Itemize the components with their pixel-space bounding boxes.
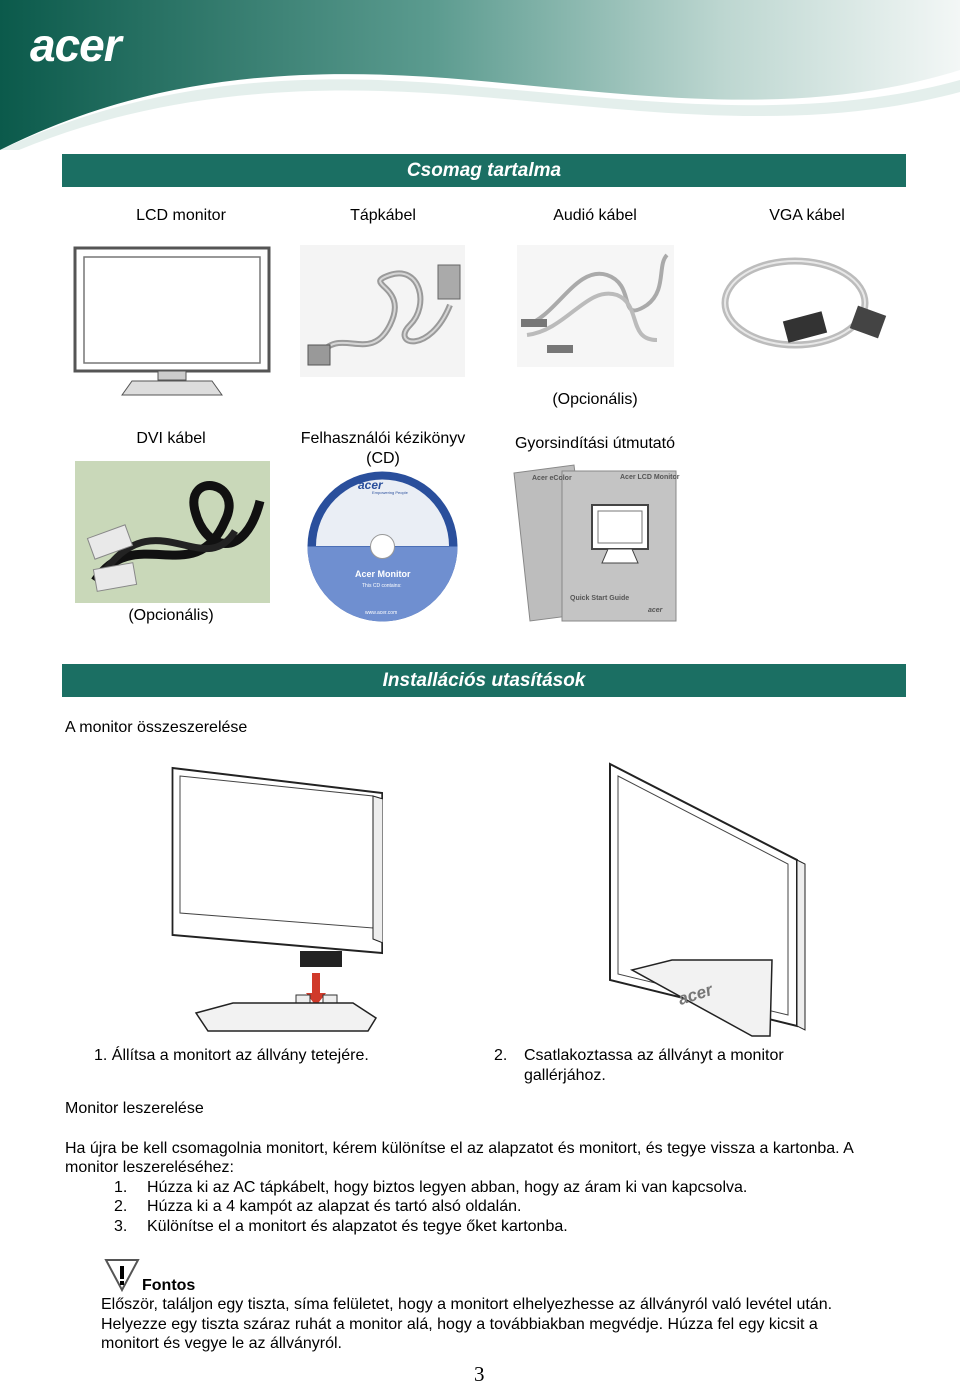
note-line3: monitort és vegye le az állványról. [101, 1335, 342, 1352]
guide-caption: Quick Start Guide [570, 595, 630, 602]
guide-front-title: Acer LCD Monitor [620, 474, 680, 481]
assembly-step2-line2: gallérjához. [524, 1067, 606, 1084]
removal-step-text: Húzza ki az AC tápkábelt, hogy biztos legyen abban, hogy az áram ki van kapcsolva. [147, 1179, 748, 1196]
item-label-manual-line1: Felhasználói kézikönyv [300, 430, 466, 447]
cd-url: www.acer.com [365, 610, 398, 616]
cd-title: Acer Monitor [355, 569, 411, 579]
removal-step-number: 3. [114, 1218, 128, 1235]
assembly-heading: A monitor összeszerelése [65, 719, 248, 736]
header-banner [0, 0, 960, 150]
page-number: 3 [474, 1362, 485, 1386]
item-label-quickstart-guide: Gyorsindítási útmutató [514, 435, 676, 452]
removal-step-number: 1. [114, 1179, 128, 1196]
section-title-installation: Installációs utasítások [62, 664, 906, 697]
cd-contents-heading: This CD contains: [362, 583, 402, 589]
item-label-power-cable: Tápkábel [350, 207, 416, 224]
warning-icon [104, 1258, 140, 1292]
lcd-monitor-image [72, 245, 272, 400]
item-label-audio-cable: Audió kábel [553, 207, 637, 224]
removal-step-text: Húzza ki a 4 kampót az alapzat és tartó alsó oldalán. [147, 1198, 522, 1215]
removal-paragraph-line2: monitor leszereléséhez: [65, 1159, 234, 1176]
removal-step-text: Különítse el a monitort és alapzatot és tegye őket kartonba. [147, 1218, 568, 1235]
note-line1: Először, találjon egy tiszta, síma felületet, hogy a monitort elhelyezhesse az állványról való levétel után. [101, 1296, 833, 1313]
item-label-vga-cable: VGA kábel [769, 207, 845, 224]
cd-tagline: Empowering People [372, 490, 408, 495]
assembly-step1-text: 1. Állítsa a monitort az állvány tetejére. [94, 1047, 369, 1064]
removal-heading: Monitor leszerelése [65, 1100, 204, 1117]
assembly-step1-image [168, 763, 383, 1038]
note-line2: Helyezze egy tiszta száraz ruhát a monitor alá, hogy a továbbiakban megvédje. Húzza fel egy kicsit a [101, 1316, 818, 1333]
acer-logo: acer [30, 19, 121, 71]
assembly-step2-number: 2. [494, 1047, 508, 1064]
item-label-manual-line2: (CD) [366, 450, 400, 467]
dvi-cable-image [75, 461, 270, 603]
vga-cable-image [715, 248, 893, 368]
removal-step-number: 2. [114, 1198, 128, 1215]
power-cable-image [300, 245, 465, 377]
removal-paragraph-line1: Ha újra be kell csomagolnia monitort, kérem különítse el az alapzatot és monitort, és tegye vissza a kartonba. A [65, 1140, 854, 1157]
item-label-dvi-cable: DVI kábel [136, 430, 206, 447]
stand-brand: acer [675, 980, 715, 1009]
guide-brand: acer [648, 607, 663, 614]
optional-label-dvi: (Opcionális) [128, 607, 214, 624]
optional-label-quickstart: (Opcionális) [552, 391, 638, 408]
assembly-step2-line1: Csatlakoztassa az állványt a monitor [524, 1047, 784, 1064]
note-heading: Fontos [142, 1277, 196, 1294]
cd-brand: acer [358, 478, 383, 492]
guide-back-title: Acer eColor [532, 475, 572, 482]
audio-cable-image [517, 245, 674, 367]
item-label-lcd-monitor: LCD monitor [136, 207, 226, 224]
section-title-package-contents: Csomag tartalma [62, 154, 906, 187]
